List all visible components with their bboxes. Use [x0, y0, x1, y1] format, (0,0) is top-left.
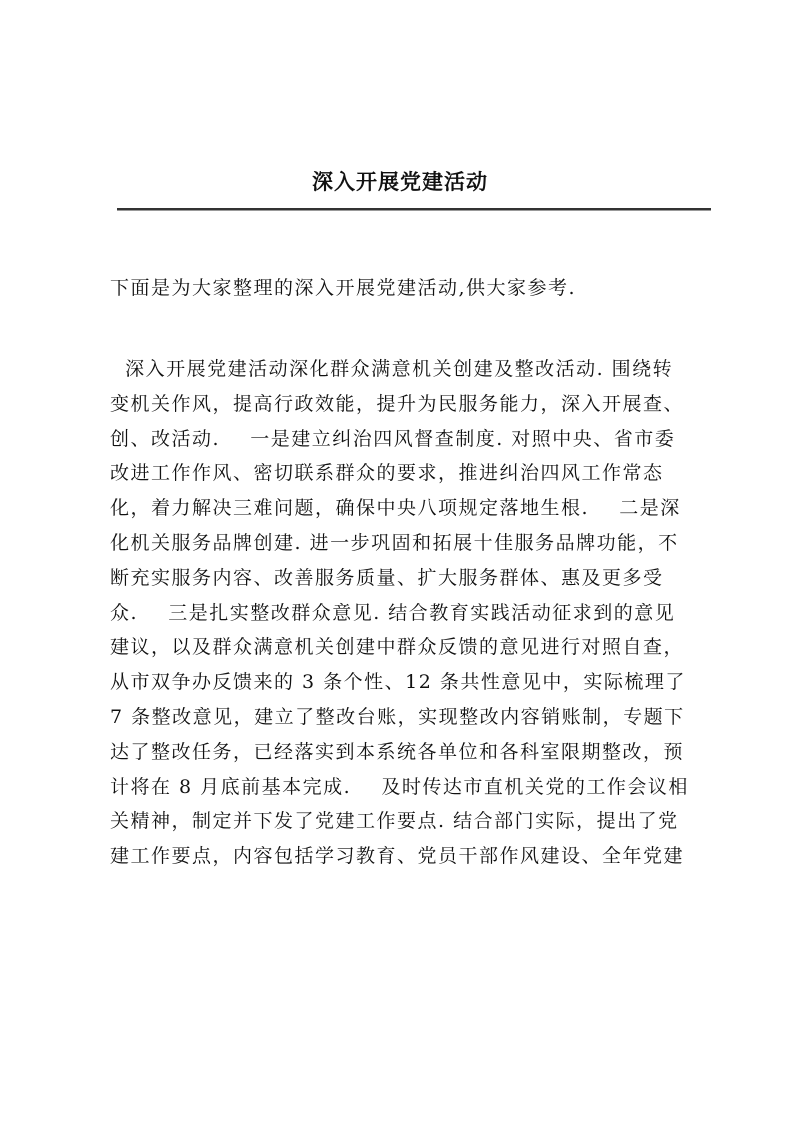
- body-line: 化，着力解决三难问题，确保中央八项规定落地生根. 二是深: [110, 497, 681, 520]
- body-line: 从市双争办反馈来的 3 条个性、12 条共性意见中，实际梳理了: [110, 671, 686, 694]
- body-line: 7 条整改意见，建立了整改台账，实现整改内容销账制，专题下: [110, 705, 685, 728]
- body-line: 化机关服务品牌创建. 进一步巩固和拓展十佳服务品牌功能，不: [110, 531, 679, 554]
- body-line: 达了整改任务，已经落实到本系统各单位和各科室限期整改，预: [110, 740, 685, 763]
- body-line: 深入开展党建活动深化群众满意机关创建及整改活动. 围绕转: [110, 358, 674, 380]
- body-line: 众. 三是扎实整改群众意见. 结合教育实践活动征求到的意见: [110, 601, 676, 624]
- body-line: 建议，以及群众满意机关创建中群众反馈的意见进行对照自查，: [110, 636, 685, 659]
- body-line: 计将在 8 月底前基本完成. 及时传达市直机关党的工作会议相: [110, 775, 689, 798]
- body-line: 改进工作作风、密切联系群众的要求，推进纠治四风工作常态: [110, 462, 664, 485]
- body-line: 变机关作风，提高行政效能，提升为民服务能力，深入开展查、: [110, 392, 685, 415]
- body-line: 关精神，制定并下发了党建工作要点. 结合部门实际，提出了党: [110, 810, 679, 833]
- body-paragraph: [110, 352, 710, 874]
- page-title: 深入开展党建活动: [312, 169, 488, 194]
- body-line: 断充实服务内容、改善服务质量、扩大服务群体、惠及更多受: [110, 566, 664, 589]
- body-line: 建工作要点，内容包括学习教育、党员干部作风建设、全年党建: [110, 845, 685, 868]
- intro-paragraph: 下面是为大家整理的深入开展党建活动,供大家参考.: [110, 277, 577, 299]
- title-divider: [117, 208, 711, 211]
- body-line: 创、改活动. 一是建立纠治四风督查制度. 对照中央、省市委: [110, 427, 676, 450]
